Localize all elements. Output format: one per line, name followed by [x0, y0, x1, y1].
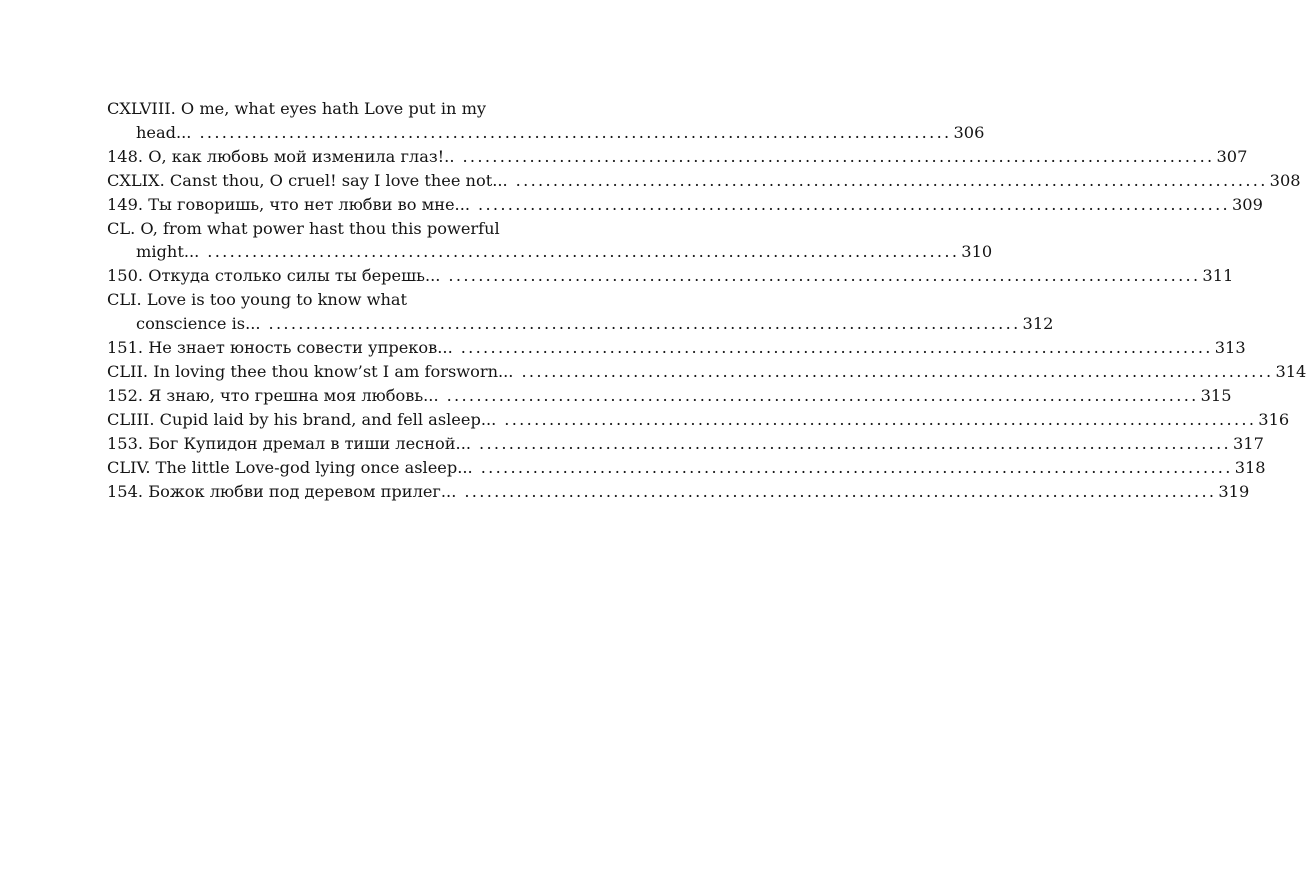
dot-leader: ..................................................................................................... [464, 481, 1217, 501]
page-number: 314 [1275, 361, 1306, 381]
toc-line [107, 240, 993, 264]
entry-title: 150. Откуда столько силы ты берешь... [107, 266, 441, 286]
entry-title: 153. Бог Купидон дремал в тиши лесной... [107, 433, 471, 453]
entry-title: CXLVIII. O me, what eyes hath Love put in my [107, 99, 487, 118]
dot-leader: ..................................................................................................... [515, 170, 1268, 190]
table-of-contents [107, 97, 1306, 503]
entry-title: CLI. Love is too young to know what [107, 290, 408, 310]
toc-entry [107, 264, 1234, 288]
page-number: 306 [953, 122, 985, 142]
entry-title: 151. Не знает юность совести упреков... [107, 338, 453, 358]
toc-line [107, 97, 577, 121]
dot-leader: ..................................................................................................... [199, 122, 952, 142]
entry-title: CLIII. Cupid laid by his brand, and fell asleep... [107, 409, 497, 429]
entry-title: CL. O, from what power hast thou this powerful [107, 218, 500, 238]
page-number: 310 [961, 242, 993, 262]
toc-entry [107, 456, 1266, 480]
toc-line [107, 336, 1246, 360]
toc-entry [107, 288, 1054, 336]
dot-leader: ..................................................................................................... [448, 266, 1201, 286]
toc-line [107, 432, 1264, 456]
page-number: 308 [1269, 170, 1301, 190]
dot-leader: ..................................................................................................... [480, 457, 1233, 477]
toc-entry [107, 384, 1232, 408]
toc-line [107, 456, 1266, 480]
toc-entry [107, 480, 1250, 504]
toc-line [107, 408, 1290, 432]
page-number: 312 [1022, 314, 1054, 334]
toc-line [107, 145, 1248, 169]
dot-leader: ..................................................................................................... [504, 409, 1257, 429]
toc-line [107, 312, 1054, 336]
entry-title: CLIV. The little Love-god lying once asleep... [107, 457, 473, 477]
page-number: 307 [1216, 146, 1248, 166]
toc-line [107, 384, 1232, 408]
toc-entry [107, 169, 1301, 193]
entry-title-continuation: head... [136, 122, 192, 142]
page-number: 319 [1218, 481, 1250, 501]
toc-line [107, 193, 1263, 217]
toc-line [107, 288, 577, 312]
entry-title: 149. Ты говоришь, что нет любви во мне... [107, 194, 470, 214]
entry-title: 148. О, как любовь мой изменила глаз!.. [107, 146, 455, 166]
page-number: 317 [1233, 433, 1264, 453]
page-number: 318 [1234, 457, 1266, 477]
toc-line [107, 121, 985, 145]
dot-leader: ..................................................................................................... [462, 146, 1215, 166]
dot-leader: ..................................................................................................... [460, 338, 1213, 358]
toc-entry [107, 217, 993, 265]
toc-entry [107, 336, 1246, 360]
page-number: 313 [1214, 338, 1246, 358]
toc-line [107, 169, 1301, 193]
entry-title-continuation: conscience is... [136, 314, 261, 334]
entry-title: CLII. In loving thee thou know’st I am forsworn... [107, 361, 514, 381]
entry-title: 152. Я знаю, что грешна моя любовь... [107, 385, 439, 405]
toc-line [107, 360, 1306, 384]
dot-leader: ..................................................................................................... [521, 361, 1274, 381]
entry-title: 154. Божок любви под деревом прилег... [107, 481, 457, 501]
toc-entry [107, 408, 1290, 432]
dot-leader: ..................................................................................................... [478, 194, 1230, 214]
toc-entry [107, 145, 1248, 169]
dot-leader: ..................................................................................................... [446, 385, 1199, 405]
toc-entry [107, 360, 1306, 384]
dot-leader: ..................................................................................................... [268, 314, 1021, 334]
entry-title: CXLIX. Canst thou, O cruel! say I love thee not... [107, 170, 508, 190]
dot-leader: ..................................................................................................... [207, 242, 960, 262]
entry-title-continuation: might... [136, 242, 200, 262]
page-number: 316 [1258, 409, 1290, 429]
dot-leader: ..................................................................................................... [479, 433, 1231, 453]
toc-entry [107, 97, 985, 145]
page-number: 309 [1232, 194, 1263, 214]
toc-line [107, 264, 1234, 288]
page-number: 315 [1200, 385, 1232, 405]
toc-entry [107, 193, 1263, 217]
toc-entry [107, 432, 1264, 456]
toc-line [107, 217, 577, 241]
toc-line [107, 480, 1250, 504]
page-number: 311 [1202, 266, 1234, 286]
